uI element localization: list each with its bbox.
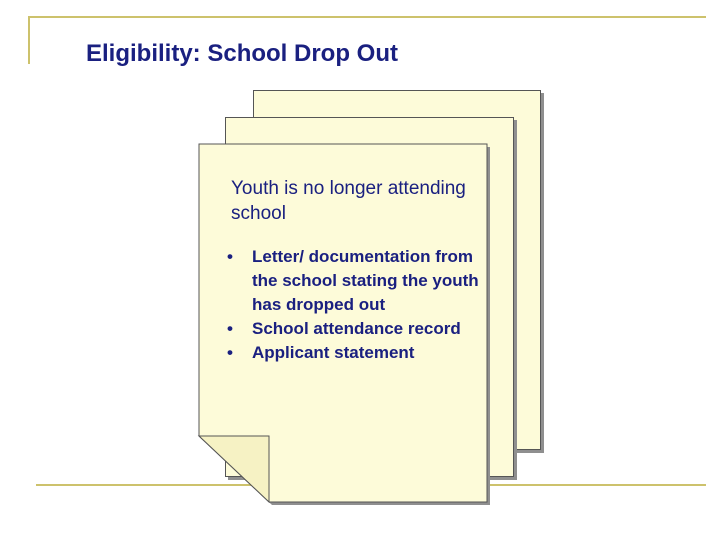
list-item — [227, 245, 483, 317]
bullet-text: School attendance record — [252, 319, 461, 338]
bullet-icon: • — [227, 319, 233, 338]
folded-corner — [199, 436, 269, 502]
bullet-list — [227, 245, 483, 365]
list-item — [227, 317, 483, 341]
sheet-heading: Youth is no longer attending school — [231, 178, 466, 224]
slide-title: Eligibility: School Drop Out — [86, 40, 398, 67]
bullet-text: Letter/ documentation from the school stating the youth has dropped out — [252, 247, 479, 314]
bullet-icon: • — [227, 247, 233, 266]
bullet-text: Applicant statement — [252, 343, 415, 362]
bullet-icon: • — [227, 343, 233, 362]
list-item — [227, 341, 483, 365]
